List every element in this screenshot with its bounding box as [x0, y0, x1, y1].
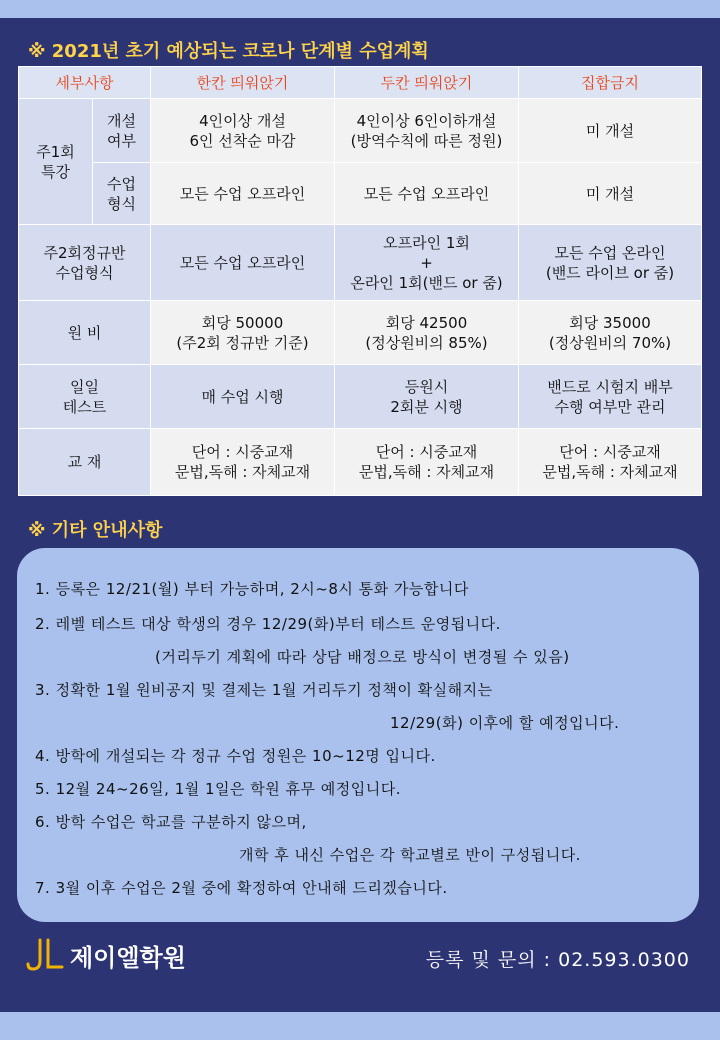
table-cell: 회당 42500 (정상원비의 85%)	[335, 301, 519, 365]
table-cell: 단어 : 시중교재 문법,독해 : 자체교재	[519, 429, 702, 496]
table-row	[19, 225, 702, 301]
section-title-notes: ※ 기타 안내사항	[28, 520, 163, 541]
fee-label: 원 비	[19, 301, 151, 365]
header-one-seat: 한칸 띄워앉기	[151, 67, 335, 99]
note-item: 7. 3월 이후 수업은 2월 중에 확정하여 안내해 드리겠습니다.	[35, 879, 448, 897]
academy-name: 제이엘학원	[70, 943, 186, 972]
table-cell: 모든 수업 오프라인	[151, 163, 335, 225]
format-label: 수업 형식	[93, 163, 151, 225]
table-row	[19, 99, 702, 163]
table-cell: 4인이상 6인이하개설 (방역수칙에 따른 정원)	[335, 99, 519, 163]
table-cell: 밴드로 시험지 배부 수행 여부만 관리	[519, 365, 702, 429]
table-cell: 4인이상 개설 6인 선착순 마감	[151, 99, 335, 163]
table-row	[19, 365, 702, 429]
note-item: 12/29(화) 이후에 할 예정입니다.	[390, 714, 620, 732]
table-cell: 오프라인 1회 + 온라인 1회(밴드 or 줌)	[335, 225, 519, 301]
table-cell: 등원시 2회분 시행	[335, 365, 519, 429]
note-item: 3. 정확한 1월 원비공지 및 결제는 1월 거리두기 정책이 확실해지는	[35, 681, 493, 699]
table-cell: 매 수업 시행	[151, 365, 335, 429]
notes-box	[17, 548, 699, 922]
table-cell: 미 개설	[519, 163, 702, 225]
table-cell: 단어 : 시중교재 문법,독해 : 자체교재	[335, 429, 519, 496]
regular-class-label: 주2회정규반 수업형식	[19, 225, 151, 301]
note-item: 개학 후 내신 수업은 각 학교별로 반이 구성됩니다.	[239, 846, 581, 864]
table-header-row	[19, 67, 702, 99]
table-row	[19, 429, 702, 496]
jl-logo-icon	[26, 937, 64, 973]
special-class-label: 주1회 특강	[19, 99, 93, 225]
table-row	[19, 301, 702, 365]
header-detail: 세부사항	[19, 67, 151, 99]
table-row	[19, 163, 702, 225]
class-plan-table	[18, 66, 702, 496]
book-label: 교 재	[19, 429, 151, 496]
contact-info: 등록 및 문의 : 02.593.0300	[425, 949, 690, 971]
table-cell: 단어 : 시중교재 문법,독해 : 자체교재	[151, 429, 335, 496]
note-item: 4. 방학에 개설되는 각 정규 수업 정원은 10~12명 입니다.	[35, 747, 436, 765]
test-label: 일일 테스트	[19, 365, 151, 429]
header-ban: 집합금지	[519, 67, 702, 99]
note-item: 5. 12월 24~26일, 1월 1일은 학원 휴무 예정입니다.	[35, 780, 402, 798]
note-item: (거리두기 계획에 따라 상담 배정으로 방식이 변경될 수 있음)	[155, 648, 570, 666]
table-cell: 회당 50000 (주2회 정규반 기준)	[151, 301, 335, 365]
table-cell: 모든 수업 오프라인	[151, 225, 335, 301]
note-item: 2. 레벨 테스트 대상 학생의 경우 12/29(화)부터 테스트 운영됩니다.	[35, 615, 501, 633]
section-title-plan: ※ 2021년 초기 예상되는 코로나 단계별 수업계획	[28, 41, 429, 62]
table-cell: 모든 수업 온라인 (밴드 라이브 or 줌)	[519, 225, 702, 301]
table-cell: 회당 35000 (정상원비의 70%)	[519, 301, 702, 365]
academy-logo	[26, 935, 186, 975]
table-cell: 모든 수업 오프라인	[335, 163, 519, 225]
open-label: 개설 여부	[93, 99, 151, 163]
table-cell: 미 개설	[519, 99, 702, 163]
note-item: 1. 등록은 12/21(월) 부터 가능하며, 2시~8시 통화 가능합니다	[35, 580, 469, 598]
note-item: 6. 방학 수업은 학교를 구분하지 않으며,	[35, 813, 307, 831]
header-two-seat: 두칸 띄워앉기	[335, 67, 519, 99]
